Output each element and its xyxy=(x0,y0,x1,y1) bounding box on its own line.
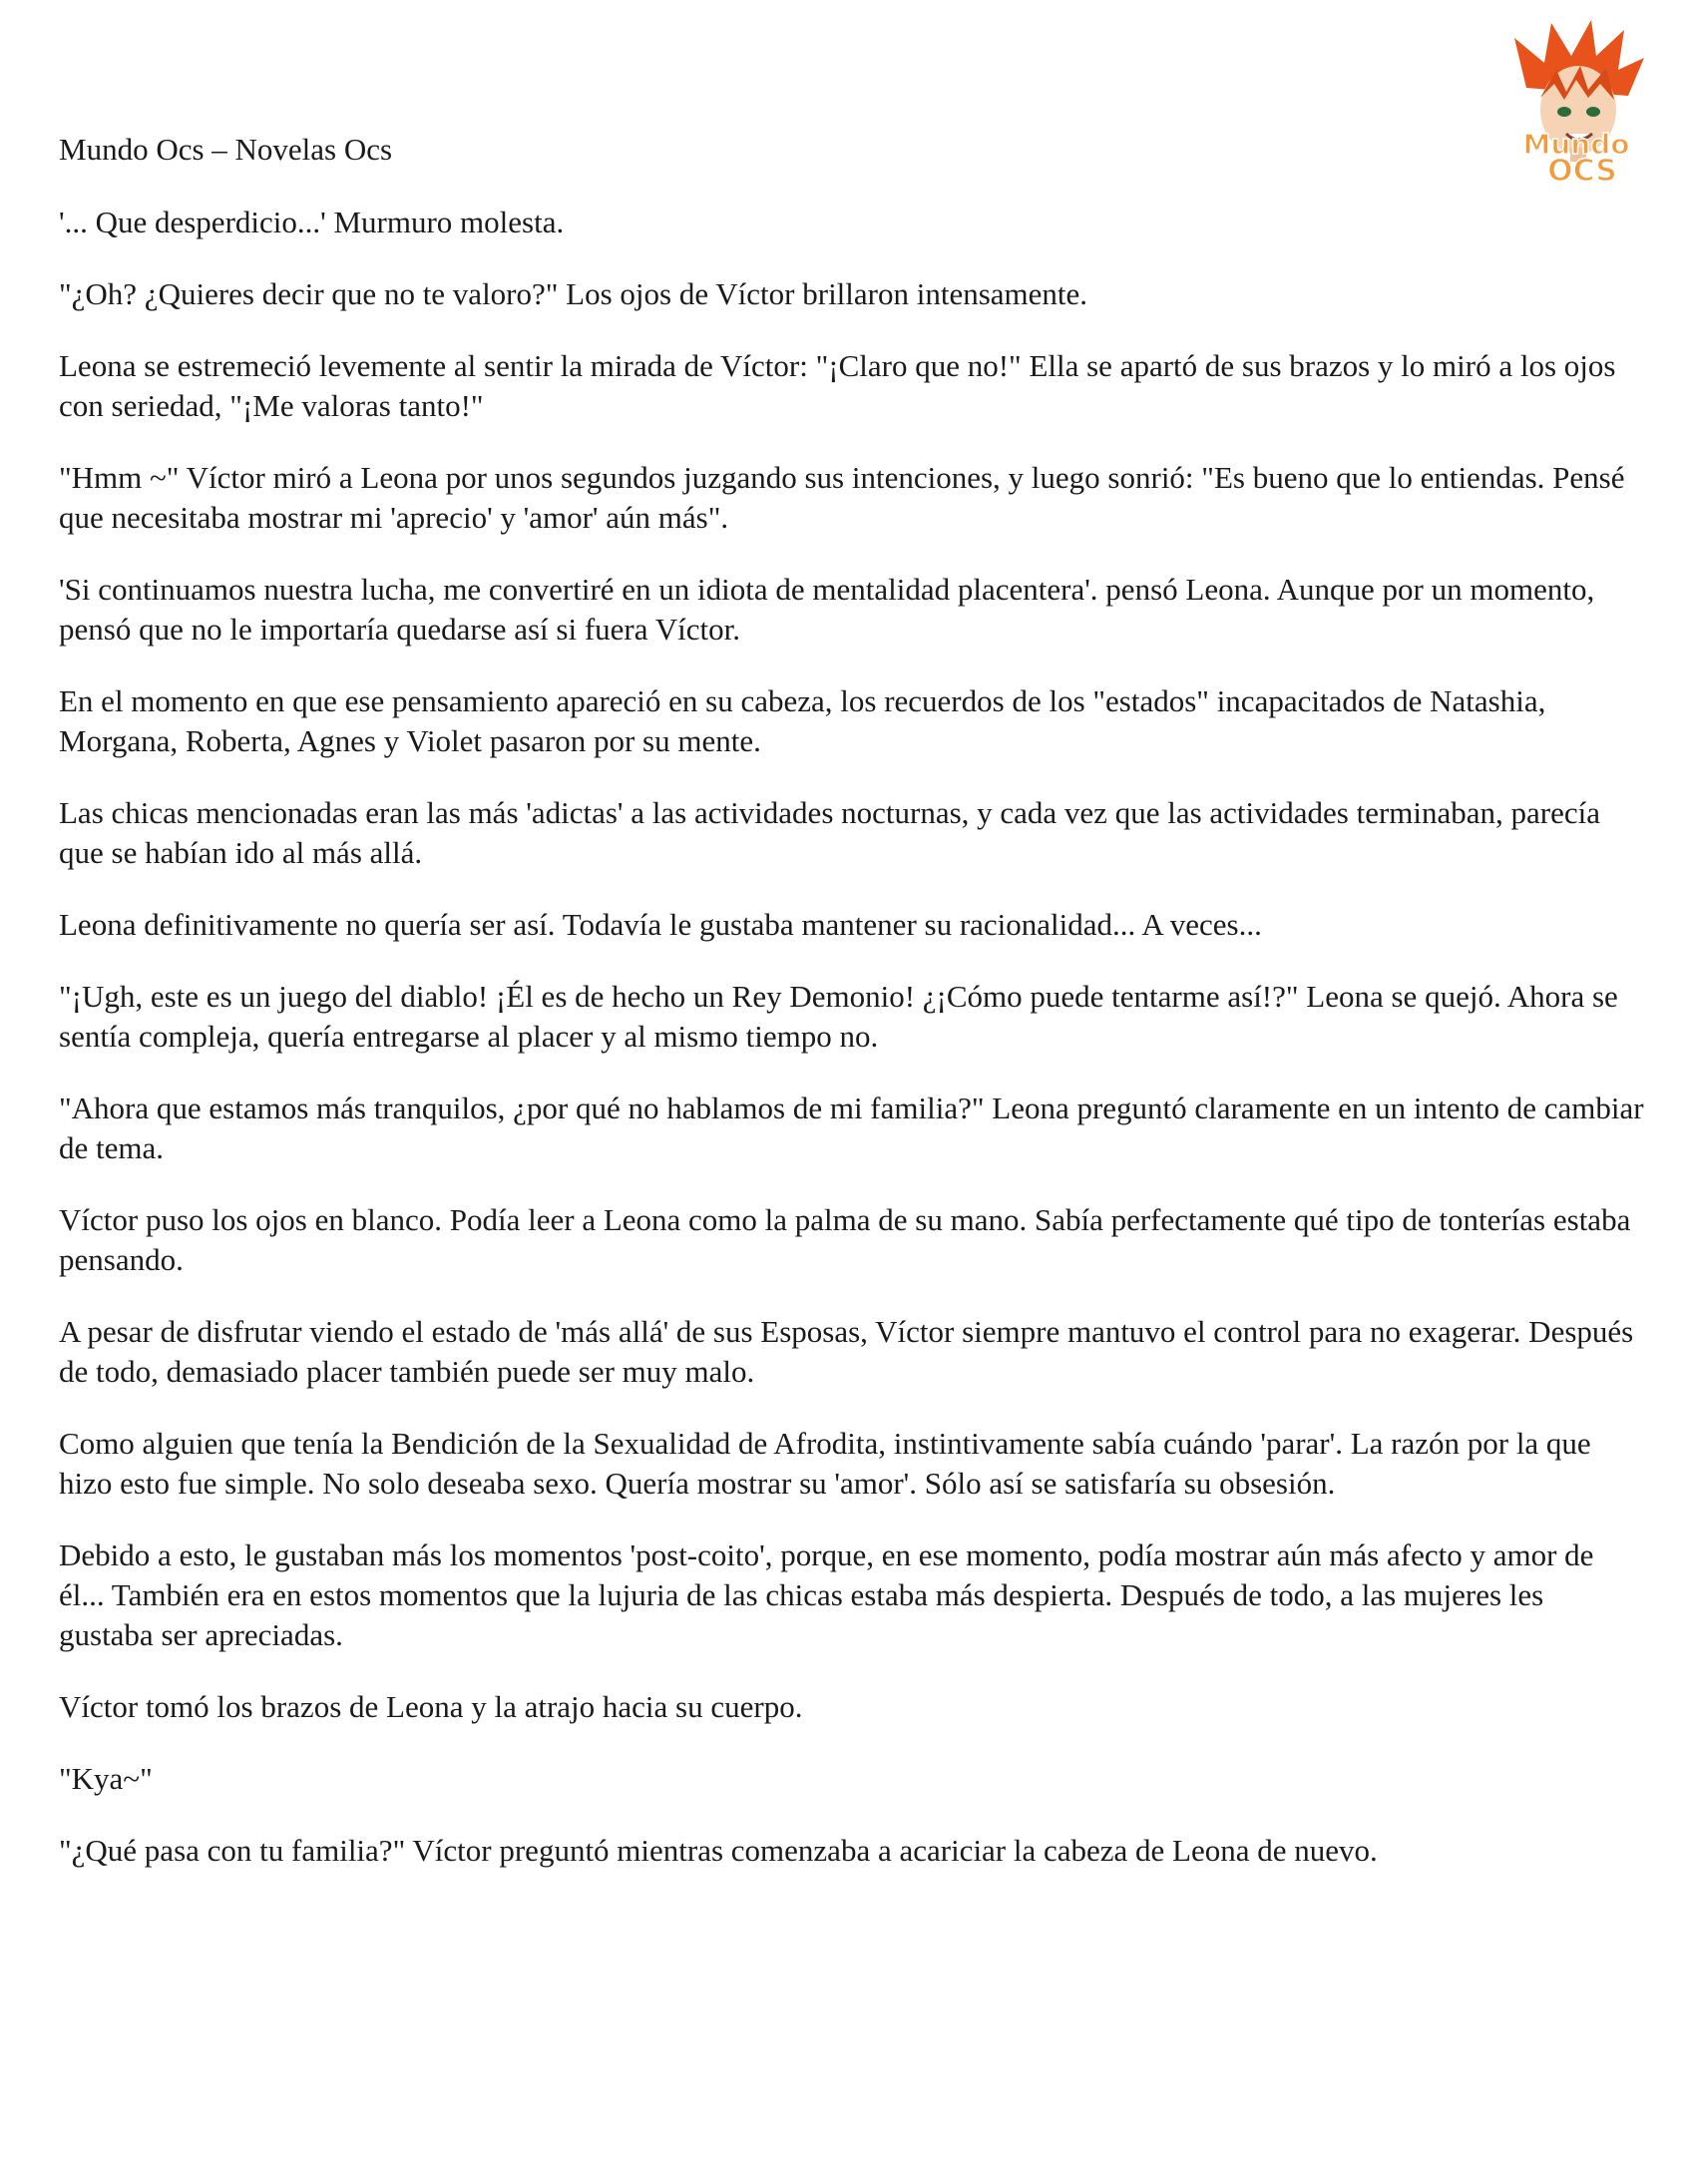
logo-left-eye xyxy=(1557,107,1571,117)
logo-text-bottom: OCS xyxy=(1547,154,1617,188)
paragraph: Leona definitivamente no quería ser así. Todavía le gustaba mantener su racionalidad... A veces... xyxy=(59,907,1262,942)
paragraph: "Kya~" xyxy=(59,1761,153,1796)
paragraph: En el momento en que ese pensamiento apareció en su cabeza, los recuerdos de los "estados" incapacitados de Natashia, Morgana, Roberta, Agnes y Violet pasaron por su mente. xyxy=(59,683,1546,758)
paragraph: Como alguien que tenía la Bendición de la Sexualidad de Afrodita, instintivamente sabía cuándo 'parar'. La razón por la que hizo esto fue simple. No solo deseaba sexo. Quería mostrar su 'amor'. Sólo así se satisfaría su obsesión. xyxy=(59,1426,1591,1501)
paragraph: A pesar de disfrutar viendo el estado de 'más allá' de sus Esposas, Víctor siempre mantuvo el control para no exagerar. Después de todo, demasiado placer también puede ser muy malo. xyxy=(59,1314,1634,1389)
paragraph: "¿Qué pasa con tu familia?" Víctor preguntó mientras comenzaba a acariciar la cabeza de Leona de nuevo. xyxy=(59,1833,1378,1868)
site-title: Mundo Ocs – Novelas Ocs xyxy=(59,132,393,167)
paragraph: '... Que desperdicio...' Murmuro molesta. xyxy=(59,205,565,239)
paragraph: Las chicas mencionadas eran las más 'adictas' a las actividades nocturnas, y cada vez que las actividades terminaban, parecía que se habían ido al más allá. xyxy=(59,795,1600,870)
document-body xyxy=(59,130,1645,1903)
logo-right-eye xyxy=(1586,107,1600,117)
paragraph: "Hmm ~" Víctor miró a Leona por unos segundos juzgando sus intenciones, y luego sonrió: "Es bueno que lo entiendas. Pensé que necesitaba mostrar mi 'aprecio' y 'amor' aún más". xyxy=(59,460,1625,535)
paragraph: "¡Ugh, este es un juego del diablo! ¡Él es de hecho un Rey Demonio! ¿¡Cómo puede tentarme así!?" Leona se quejó. Ahora se sentía compleja, quería entregarse al placer y al mismo tiempo no. xyxy=(59,979,1618,1054)
paragraph: "Ahora que estamos más tranquilos, ¿por qué no hablamos de mi familia?" Leona preguntó claramente en un intento de cambiar de tema. xyxy=(59,1091,1644,1165)
paragraph: "¿Oh? ¿Quieres decir que no te valoro?" Los ojos de Víctor brillaron intensamente. xyxy=(59,276,1088,311)
paragraph: 'Si continuamos nuestra lucha, me convertiré en un idiota de mentalidad placentera'. pensó Leona. Aunque por un momento, pensó que no le importaría quedarse así si fuera Víctor. xyxy=(59,572,1595,647)
paragraph: Debido a esto, le gustaban más los momentos 'post-coito', porque, en ese momento, podía mostrar aún más afecto y amor de él... También era en estos momentos que la lujuria de las chicas estaba más despierta. Después de todo, a las mujeres les gustaba ser apreciadas. xyxy=(59,1537,1594,1652)
logo-text-top: Mundo xyxy=(1522,128,1630,161)
paragraph: Leona se estremeció levemente al sentir la mirada de Víctor: "¡Claro que no!" Ella se apartó de sus brazos y lo miró a los ojos con seriedad, "¡Me valoras tanto!" xyxy=(59,348,1616,423)
paragraph: Víctor tomó los brazos de Leona y la atrajo hacia su cuerpo. xyxy=(59,1689,803,1724)
paragraph: Víctor puso los ojos en blanco. Podía leer a Leona como la palma de su mano. Sabía perfectamente qué tipo de tonterías estaba pensando. xyxy=(59,1202,1631,1277)
